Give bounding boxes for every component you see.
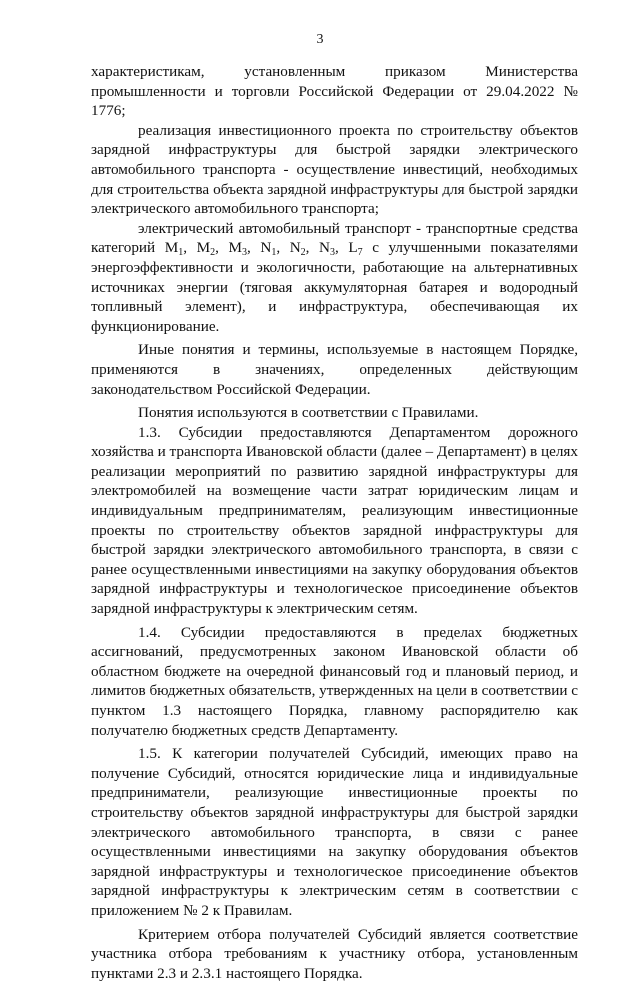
- electric-transport-prefix: электрический автомобильный транспорт - транспортные средства категорий: [91, 219, 578, 257]
- vehicle-category: $M_1$: [164, 239, 184, 259]
- paragraph-terms-per-rules: Понятия используются в соответствии с Правилами.: [138, 404, 479, 422]
- paragraph-selection-criterion: Критерием отбора получателей Субсидий является соответствие участника отбора требованиям к участнику отбора, установленным пунктами 2.3 и 2.3.1 настоящего Порядка.: [91, 925, 578, 982]
- vehicle-category: $M_3$: [228, 239, 247, 259]
- paragraph-1-5: 1.5. К категории получателей Субсидий, имеющих право на получение Субсидий, относятся юридические лица и индивидуальные предприниматели, реализующие инвестиционные проекты по строительству объектов зарядной инфраструктуры для быстрой зарядки электрического автомобильного транспорта, в связи с ранее осуществленными инвестициями на закупку оборудования объектов зарядной инфраструктуры и технологическое присоединение объектов зарядной инфраструктуры к электрическим сетям в соответствии с приложением № 2 к Правилам.: [91, 745, 578, 919]
- vehicle-category: $N_2$: [289, 239, 306, 259]
- page-number: 3: [316, 32, 324, 47]
- document-body: [91, 62, 578, 983]
- paragraph-1-3: 1.3. Субсидии предоставляются Департаментом дорожного хозяйства и транспорта Ивановской области (далее – Департамент) в целях реализации мероприятий по развитию зарядной инфраструктуры для электромобилей на возмещение части затрат юридическим лицам и индивидуальным предпринимателям, реализующим инвестиционные проекты по строительству объектов зарядной инфраструктуры для быстрой зарядки электрического автомобильного транспорта, в связи с ранее осуществленными инвестициями на закупку оборудования объектов зарядной инфраструктуры и технологическое присоединение объектов зарядной инфраструктуры к электрическим сетям.: [91, 423, 578, 618]
- paragraph-other-terms: Иные понятия и термины, используемые в настоящем Порядке, применяются в значениях, определенных действующим законодательством Российской Федерации.: [91, 341, 578, 398]
- paragraph-investment-project-definition: реализация инвестиционного проекта по строительству объектов зарядной инфраструктуры для быстрой зарядки электрического автомобильного транспорта - осуществление инвестиций, необходимых для строительства объекта зарядной инфраструктуры для быстрой зарядки электрического автомобильного транспорта;: [91, 121, 578, 218]
- vehicle-category: $N_1$: [260, 239, 277, 259]
- electric-transport-suffix: с улучшенными показателями энергоэффективности и экологичности, работающие на альтернативных источниках энергии (тяговая аккумуляторная батарея и водородный топливный элемент), и инфраструктура, обеспечивающая их функционирование.: [91, 239, 579, 335]
- vehicle-category: $M_2$: [196, 239, 216, 259]
- vehicle-category: $N_3$: [319, 239, 335, 259]
- paragraph-electric-transport-definition: электрический автомобильный транспорт - транспортные средства категорий $M_1$, $M_2$, $M_3$, $N_1$, $N_2$, $N_3$, $L_7$ с улучшенными показателями энергоэффективности и экологичности, работающие на альтернативных источниках энергии (тяговая аккумуляторная батарея и водородный топливный элемент), и инфраструктура, обеспечивающая их функционирование.: [91, 219, 579, 335]
- paragraph-continuation: характеристикам, установленным приказом Министерства промышленности и торговли Российской Федерации от 29.04.2022 № 1776;: [91, 63, 578, 120]
- paragraph-1-4: 1.4. Субсидии предоставляются в пределах бюджетных ассигнований, предусмотренных законом Ивановской области об областном бюджете на очередной финансовый год и плановый период, и лимитов бюджетных обязательств, утвержденных на цели в соответствии с пунктом 1.3 настоящего Порядка, главному распорядителю как получателю бюджетных средств Департаменту.: [91, 623, 578, 739]
- vehicle-category: $L_7$: [348, 239, 363, 259]
